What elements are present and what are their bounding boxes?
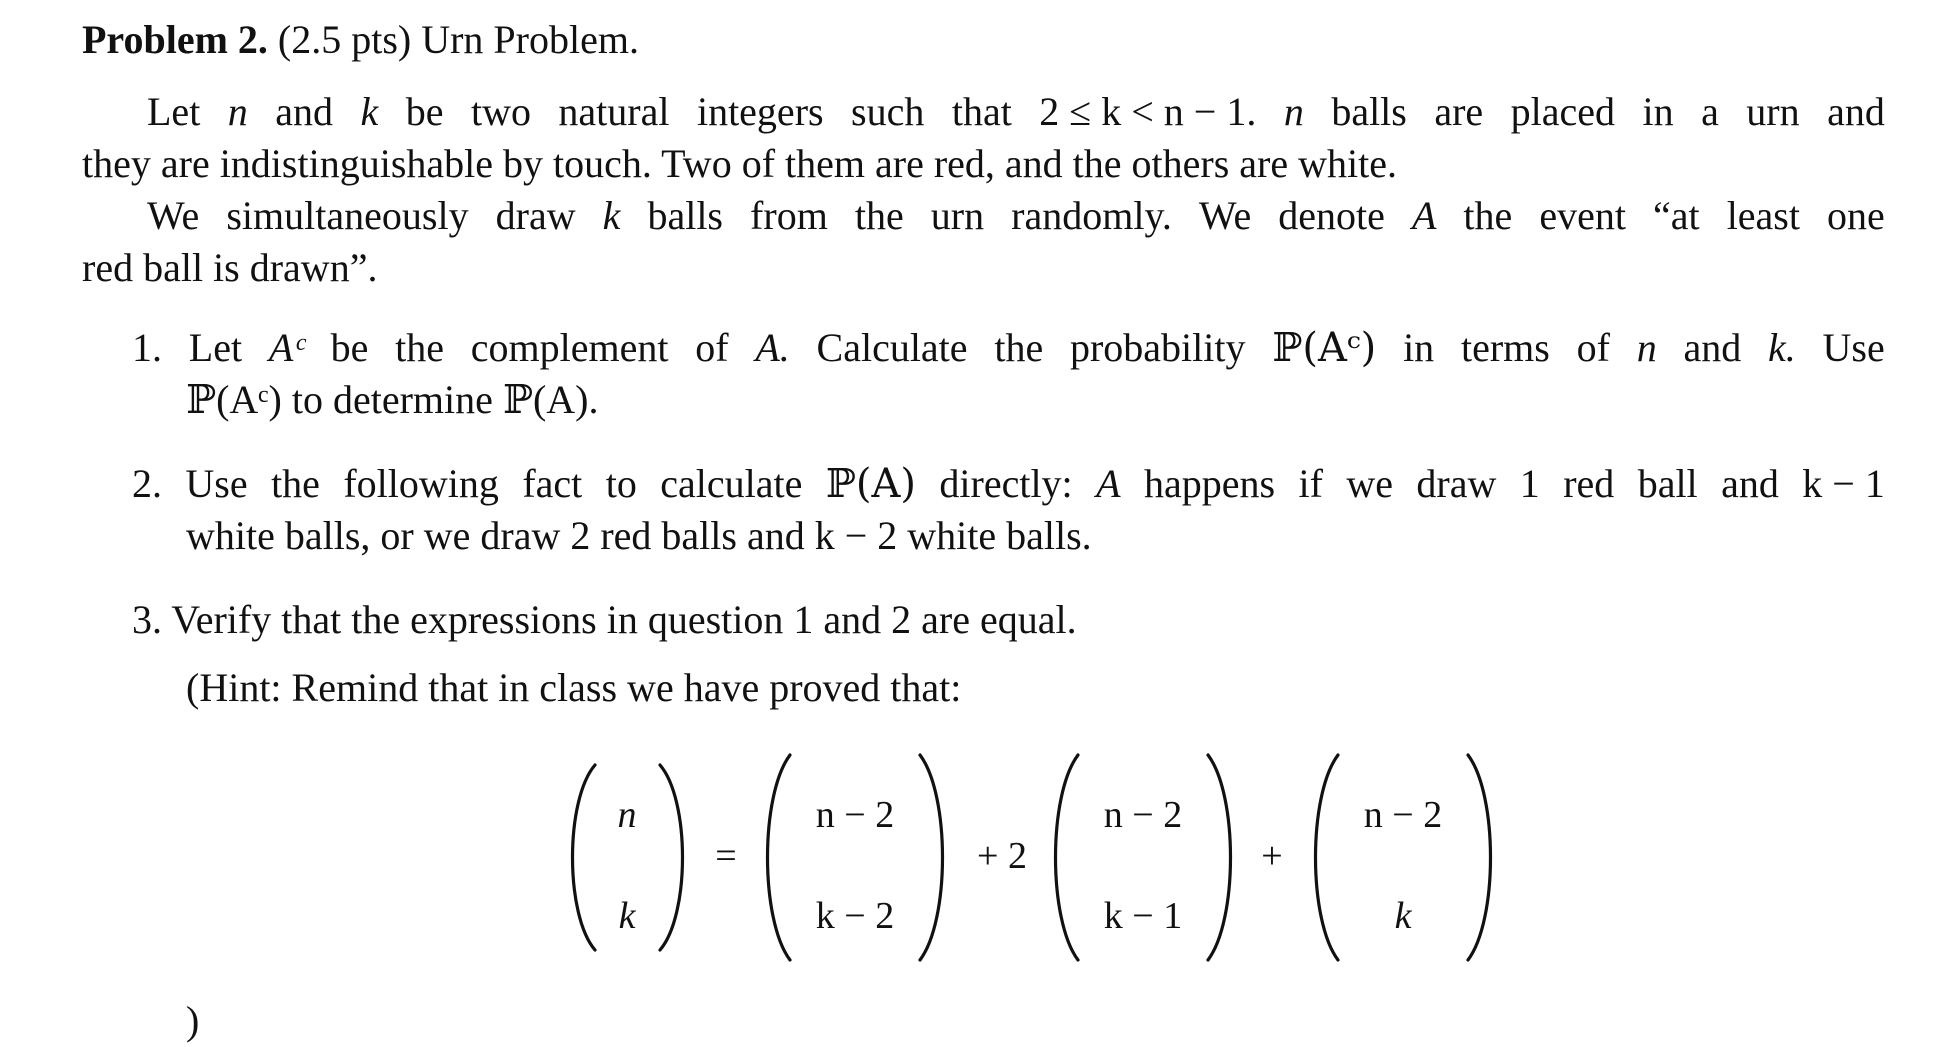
problem-points: (2.5 pts) Urn Problem. [277, 17, 639, 62]
term-2-bottom: k − 1 [1103, 895, 1183, 937]
intro-line-3: We simultaneously draw k balls from the urn randomly. We denote A the event “at least one [147, 193, 1885, 238]
paren-right-lhs [660, 765, 683, 950]
intro-line-1: Let n and k be two natural integers such that 2 ≤ k < n − 1. n balls are placed in a urn and [147, 86, 1885, 138]
term-3-top: n − 2 [1363, 794, 1443, 836]
question-2-line-2: white balls, or we draw 2 red balls and k − 2 white balls. [186, 513, 1092, 558]
equals-sign: = [715, 835, 737, 877]
term-2-coefficient: + 2 [977, 835, 1027, 877]
question-3-number: 3. [132, 597, 162, 642]
problem-label: Problem 2. [82, 17, 268, 62]
term-1-top: n − 2 [815, 794, 895, 836]
term-3-coefficient: + [1261, 835, 1283, 877]
question-1-line-2: ℙ(Aᶜ) to determine ℙ(A). [186, 377, 599, 422]
paren-left-term-3 [1316, 755, 1339, 960]
term-3-bottom: k [1394, 895, 1412, 937]
lhs-bottom: k [618, 895, 636, 937]
lhs-top: n [617, 794, 637, 836]
closing-paren: ) [186, 998, 200, 1043]
paren-left-term-2 [1056, 755, 1079, 960]
question-2-number: 2. [132, 461, 162, 506]
intro-line-2: they are indistinguishable by touch. Two of them are red, and the others are white. [82, 141, 1397, 186]
inline-math-inequality: 2 ≤ k < n − 1. [1039, 89, 1257, 134]
term-1-bottom: k − 2 [815, 895, 895, 937]
hint-text: (Hint: Remind that in class we have proved that: [186, 665, 962, 710]
paren-right-term-2 [1208, 755, 1231, 960]
term-2-top: n − 2 [1103, 794, 1183, 836]
question-1-number: 1. [132, 325, 162, 370]
paren-right-term-1 [920, 755, 943, 960]
intro-line-4: red ball is drawn”. [82, 245, 378, 290]
paren-left-term-1 [768, 755, 791, 960]
paren-right-term-3 [1468, 755, 1491, 960]
question-2-line-1: 2. Use the following fact to calculate ℙ(A) directly: A happens if we draw 1 red ball and k − 1 [132, 458, 1885, 510]
paren-left-lhs [573, 765, 596, 950]
question-1-line-1: 1. Let Aᶜ be the complement of A. Calculate the probability ℙ(Aᶜ) in terms of n and k. Use [132, 322, 1885, 374]
question-3-line-1: 3. Verify that the expressions in question 1 and 2 are equal. [132, 597, 1077, 642]
